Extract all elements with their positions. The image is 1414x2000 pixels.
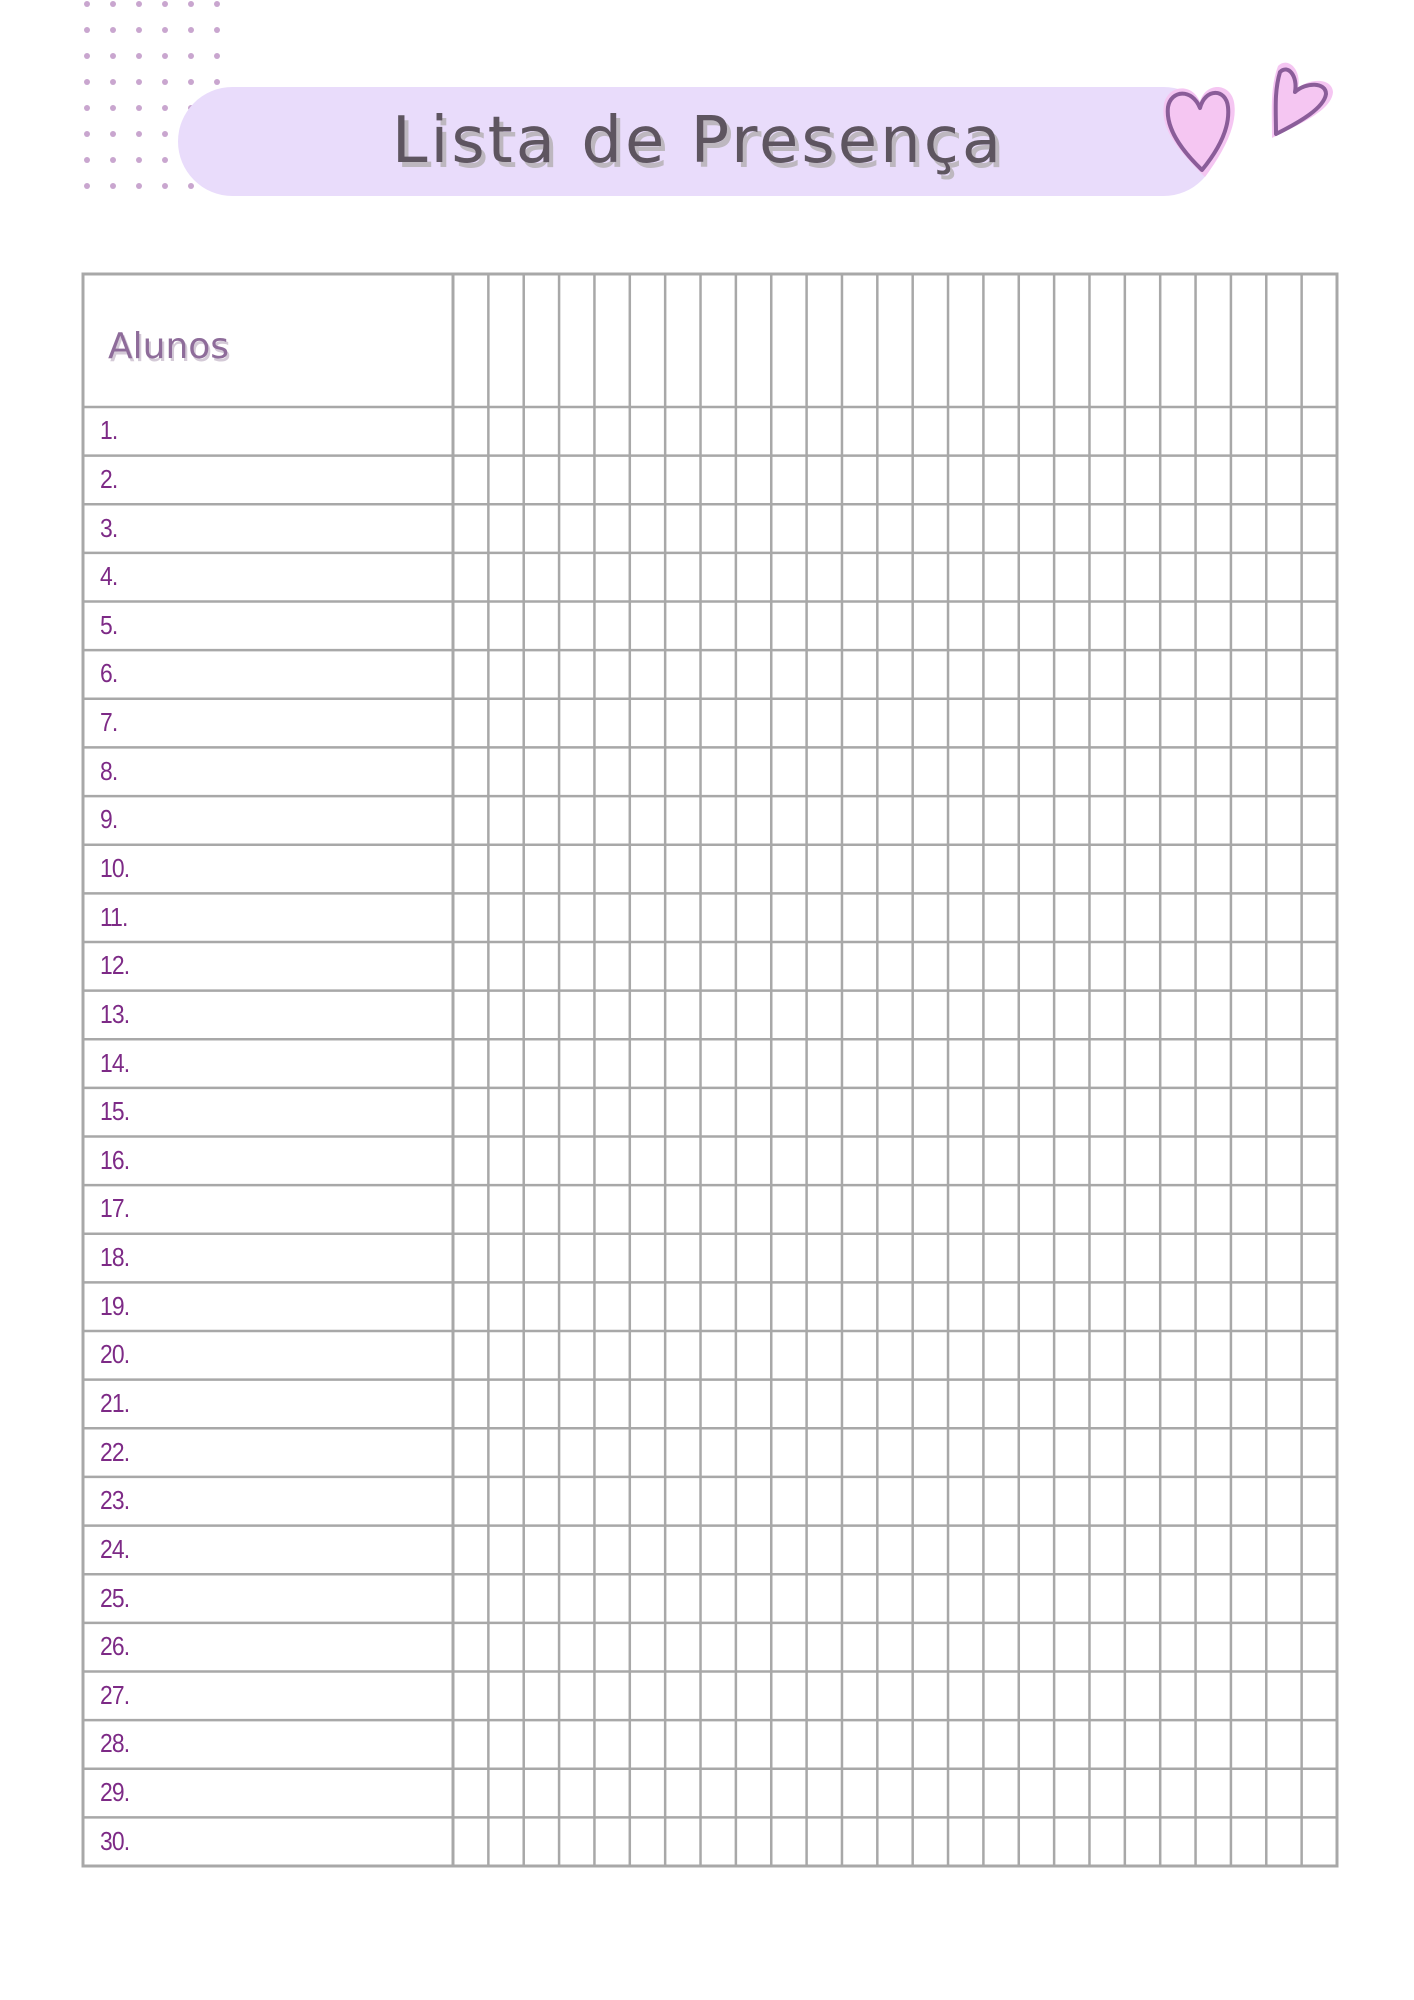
students-column-header: Alunos [108, 326, 230, 367]
row-number: 8. [100, 755, 118, 786]
table-border [83, 274, 1337, 1866]
row-number: 18. [100, 1242, 130, 1273]
row-number: 7. [100, 707, 118, 738]
row-number: 17. [100, 1193, 130, 1224]
row-number: 30. [100, 1825, 130, 1856]
row-number: 26. [100, 1631, 130, 1662]
row-number: 11. [100, 901, 128, 932]
row-number: 19. [100, 1290, 130, 1321]
row-number: 14. [100, 1047, 130, 1078]
row-number: 20. [100, 1339, 130, 1370]
row-number: 15. [100, 1096, 130, 1127]
row-number: 12. [100, 950, 130, 981]
row-number: 5. [100, 609, 118, 640]
row-number: 9. [100, 804, 118, 835]
row-number: 25. [100, 1582, 130, 1613]
row-number: 13. [100, 998, 130, 1029]
row-number: 16. [100, 1144, 130, 1175]
row-number: 6. [100, 658, 118, 689]
row-number: 4. [100, 561, 118, 592]
row-number: 29. [100, 1777, 130, 1808]
page-title: Lista de Presença [391, 104, 1005, 178]
row-number: 23. [100, 1485, 130, 1516]
row-number: 28. [100, 1728, 130, 1759]
row-number: 27. [100, 1679, 130, 1710]
row-number: 2. [100, 463, 118, 494]
row-number: 21. [100, 1387, 130, 1418]
row-number: 24. [100, 1533, 130, 1564]
row-number: 3. [100, 512, 118, 543]
row-number: 1. [100, 415, 118, 446]
row-number: 10. [100, 853, 130, 884]
row-number: 22. [100, 1436, 130, 1467]
